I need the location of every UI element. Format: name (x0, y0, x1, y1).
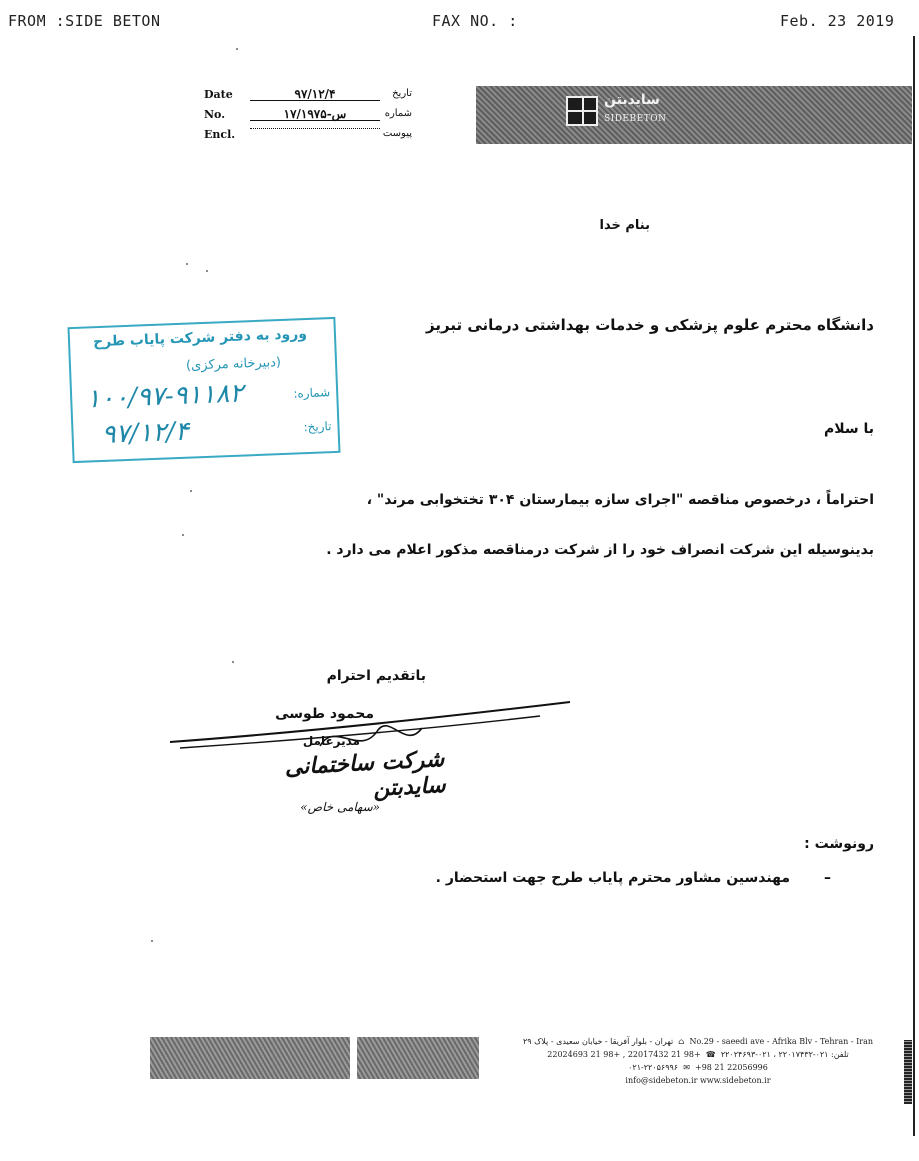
stamp-date-value: ۹۷/۱۲/۴ (101, 416, 190, 450)
footer-phone-fa: تلفن: ۰۲۱-۲۲۰۱۷۴۳۲ ، ۰۲۱-۲۲۰۲۴۶۹۳ (720, 1050, 849, 1059)
logo-name-en: SIDEBETON (604, 114, 667, 124)
ref-encl-label-fa: پیوست (382, 128, 412, 139)
ref-encl-label: Encl. (204, 128, 236, 141)
closing: باتقدیم احترام (326, 668, 426, 684)
sidebeton-logo-icon (566, 96, 598, 126)
scan-speck (206, 270, 208, 272)
footer-phone-en: +98 21 22017432 , +98 21 22024693 (547, 1050, 701, 1059)
ref-encl-row (204, 128, 412, 144)
scan-speck (190, 490, 192, 492)
footer-address-en: No.29 - saeedi ave - Afrika Blv - Tehran - Iran (689, 1037, 873, 1046)
ref-no-label-fa: شماره (384, 108, 412, 119)
footer-phone-line (488, 1050, 908, 1059)
cc-bullet: – (824, 870, 831, 886)
signer-title: مدیرعامل (302, 734, 360, 748)
footer-fax-line (488, 1063, 908, 1072)
logo-name-fa: سایدبتن (604, 92, 660, 108)
cc-label: رونوشت : (804, 836, 874, 852)
recipient: دانشگاه محترم علوم پزشکی و خدمات بهداشتی درمانی تبریز (426, 316, 874, 334)
footer-image-left (150, 1037, 350, 1079)
ref-encl-value (250, 128, 380, 129)
scan-edge (913, 36, 915, 1136)
body-line-2: بدینوسیله این شرکت انصراف خود را از شرکت درمناقصه مذکور اعلام می دارد . (326, 542, 874, 558)
reference-block (204, 88, 412, 148)
scan-speck (236, 48, 238, 50)
received-stamp (67, 317, 340, 463)
stamp-number-label: شماره: (293, 385, 331, 401)
footer-address-icon: ⌂ (678, 1037, 685, 1046)
footer-fax-en: +98 21 22056996 (694, 1063, 768, 1072)
footer-image-right (357, 1037, 479, 1079)
stamp-title: ورود به دفتر شرکت پایاب طرح (92, 326, 308, 351)
scan-edge-marker (904, 1040, 912, 1104)
ref-no-label: No. (204, 108, 226, 121)
stamp-number-value: ۱۰۰/۹۷-۹۱۱۸۲ (85, 378, 244, 415)
company-logo-bar (476, 86, 912, 144)
fax-number: FAX NO. : (432, 12, 518, 30)
signer-name: محمود طوسی (275, 706, 374, 722)
signature-company-stamp: شرکت ساختمانی سایدبتن (284, 746, 447, 802)
scan-speck (151, 940, 153, 942)
stamp-subtitle: (دبیرخانه مرکزی) (185, 355, 282, 374)
fax-from: FROM :SIDE BETON (8, 12, 161, 30)
ref-date-label: Date (204, 88, 233, 101)
ref-date-row (204, 88, 412, 104)
footer-address-line (488, 1037, 908, 1046)
footer-phone-icon: ☎ (705, 1050, 716, 1059)
scan-speck (232, 661, 234, 663)
footer-fax-icon: ✉ (683, 1063, 690, 1072)
signature-company-note: «سهامی خاص» (300, 800, 380, 814)
ref-no-row (204, 108, 412, 124)
scan-speck (182, 534, 184, 536)
stamp-date-label: تاریخ: (303, 419, 332, 435)
ref-date-value: ۹۷/۱۲/۴ (250, 88, 380, 101)
scan-speck (186, 263, 188, 265)
greeting: با سلام (823, 421, 874, 437)
fax-date: Feb. 23 2019 (780, 12, 895, 30)
footer-address-fa: تهران - بلوار آفریقا - خیابان سعیدی - پلاک ۲۹ (522, 1037, 674, 1046)
ref-date-label-fa: تاریخ (392, 88, 412, 99)
basmala: بنام خدا (599, 218, 650, 233)
footer-fax-fa: ۰۲۱-۲۲۰۵۶۹۹۶ (628, 1063, 679, 1072)
footer-email-web: info@sidebeton.ir www.sidebeton.ir (625, 1076, 771, 1085)
cc-item: مهندسین مشاور محترم پایاب طرح جهت استحضار . (435, 870, 790, 886)
body-line-1: احتراماً ، درخصوص مناقصه "اجرای سازه بیمارستان ۳۰۴ تختخوابی مرند" ، (366, 492, 874, 508)
ref-no-value: س-۱۷/۱۹۷۵ (250, 108, 380, 121)
